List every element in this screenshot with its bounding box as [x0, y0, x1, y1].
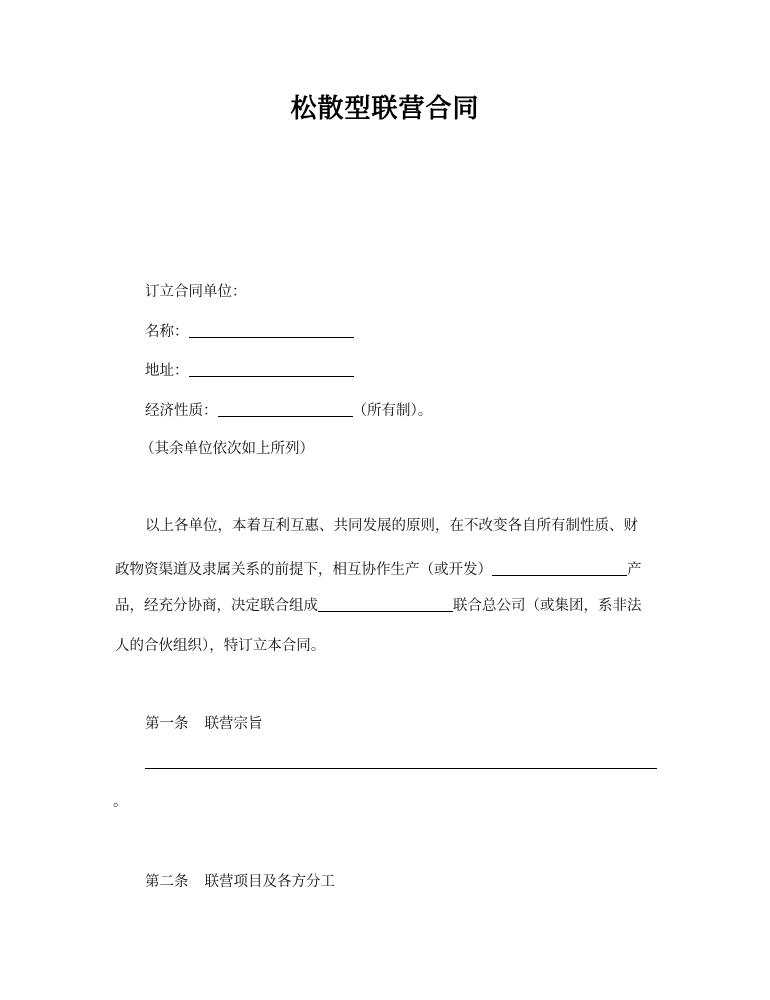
parties-heading: 订立合同单位： — [145, 284, 247, 300]
other-units-note: （其余单位依次如上所列） — [140, 441, 314, 457]
economic-nature-row — [145, 401, 432, 421]
name-blank[interactable] — [189, 323, 354, 338]
product-blank[interactable] — [492, 561, 627, 576]
article-1-title: 联营宗旨 — [204, 716, 263, 732]
preamble-line-3 — [115, 596, 642, 616]
preamble-line-2 — [115, 560, 642, 580]
article-2-heading — [145, 872, 335, 892]
preamble-line-1: 以上各单位，本着互利互惠、共同发展的原则，在不改变各自所有制性质、财 — [145, 518, 638, 534]
economic-nature-blank[interactable] — [218, 402, 353, 417]
preamble-line-4: 人的合伙组织），特订立本合同。 — [115, 638, 326, 654]
preamble-line-2-text: 政物资渠道及隶属关系的前提下，相互协作生产（或开发） — [115, 562, 492, 578]
preamble-line-3-text: 品，经充分协商，决定联合组成 — [115, 598, 318, 614]
preamble-line-2-end: 产 — [627, 562, 642, 578]
company-name-blank[interactable] — [318, 597, 453, 612]
economic-nature-suffix: （所有制）。 — [352, 403, 433, 419]
address-label: 地址： — [145, 363, 189, 379]
article-2-title: 联营项目及各方分工 — [204, 874, 335, 890]
article-1-heading — [145, 714, 263, 734]
article-2-number: 第二条 — [145, 874, 189, 890]
name-label: 名称： — [145, 324, 189, 340]
article-1-number: 第一条 — [145, 716, 189, 732]
article-1-purpose-blank[interactable] — [145, 768, 657, 769]
address-row — [145, 361, 354, 381]
address-blank[interactable] — [189, 362, 354, 377]
economic-nature-label: 经济性质： — [145, 403, 218, 419]
article-1-end-mark: 。 — [113, 794, 128, 810]
name-row — [145, 322, 354, 342]
preamble-line-3-end: 联合总公司（或集团，系非法 — [453, 598, 642, 614]
document-title: 松散型联营合同 — [290, 94, 480, 124]
